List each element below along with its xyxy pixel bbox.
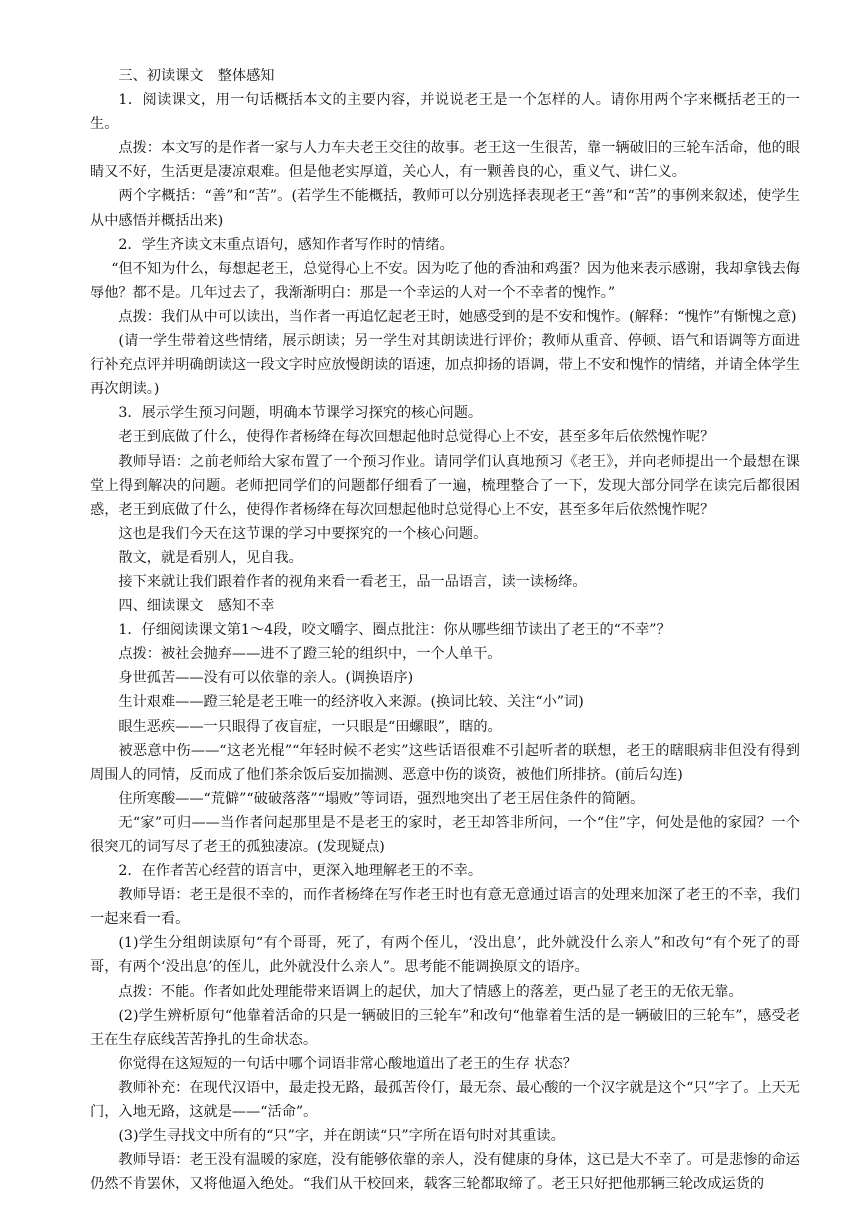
- paragraph: 2．学生齐读文末重点语句，感知作者写作时的情绪。: [118, 236, 454, 253]
- section-heading: 三、初读课文 整体感知: [118, 68, 275, 84]
- paragraph: 无“家”可归——当作者问起那里是不是老王的家时，老王却答非所问，一个“住”字，何处是他的家园？一个很突兀的词写尽了老王的孤独凄凉。(发现疑点): [90, 814, 800, 855]
- paragraph: 你觉得在这短短的一句话中哪个词语非常心酸地道出了老王的生存 状态？: [118, 1055, 577, 1072]
- paragraph: 老王到底做了什么，使得作者杨绛在每次回想起他时总觉得心上不安，甚至多年后依然愧怍呢？: [118, 429, 715, 446]
- paragraph: 两个字概括：“善”和“苦”。(若学生不能概括，教师可以分别选择表现老王“善”和“苦”的事例来叙述，使学生从中感悟并概括出来): [90, 188, 800, 229]
- paragraph: 点拨：本文写的是作者一家与人力车夫老王交往的故事。老王这一生很苦，靠一辆破旧的三轮车活命，他的眼睛又不好，生活更是凄凉艰难。但是他老实厚道，关心人，有一颗善良的心，重义气、讲仁义。: [90, 140, 800, 181]
- paragraph: 身世孤苦——没有可以依靠的亲人。(调换语序): [118, 670, 414, 687]
- paragraph: 散文，就是看别人，见自我。: [118, 549, 303, 566]
- paragraph: 眼生恶疾——一只眼得了夜盲症，一只眼是“田螺眼”，瞎的。: [118, 718, 502, 735]
- paragraph: 住所寒酸——“荒僻”“破破落落”“塌败”等词语，强烈地突出了老王居住条件的简陋。: [118, 790, 645, 807]
- paragraph: 这也是我们今天在这节课的学习中要探究的一个核心问题。: [118, 525, 488, 542]
- paragraph: 教师补充：在现代汉语中，最走投无路，最孤苦伶仃，最无奈、最心酸的一个汉字就是这个“只”字了。上天无门，入地无路，这就是——“活命”。: [90, 1079, 800, 1121]
- paragraph: (3)学生寻找文中所有的“只”字，并在朗读“只”字所在语句时对其重读。: [118, 1128, 565, 1145]
- paragraph: 教师导语：老王是很不幸的，而作者杨绛在写作老王时也有意无意通过语言的处理来加深了老王的不幸，我们一起来看一看。: [90, 887, 800, 928]
- paragraph: 接下来就让我们跟着作者的视角来看一看老王，品一品语言，读一读杨绛。: [118, 573, 587, 590]
- paragraph: 生计艰难——蹬三轮是老王唯一的经济收入来源。(换词比较、关注“小”词): [118, 694, 584, 711]
- paragraph: (请一学生带着这些情绪，展示朗读；另一学生对其朗读进行评价；教师从重音、停顿、语气和语调等方面进行补充点评并明确朗读这一段文字时应放慢朗读的语速，加点抑扬的语调，带上不安和愧怍的情绪，并请全体学生再次朗读。): [90, 333, 800, 398]
- paragraph: (1)学生分组朗读原句“有个哥哥，死了，有两个侄儿，‘没出息’，此外就没什么亲人”和改句“有个死了的哥哥，有两个‘没出息’的侄儿，此外就没什么亲人”。思考能不能调换原文的语序。: [90, 935, 800, 976]
- paragraph: 1．仔细阅读课文第1～4段，咬文嚼字、圈点批注：你从哪些细节读出了老王的“不幸”？: [118, 622, 671, 639]
- paragraph: 点拨：我们从中可以读出，当作者一再追忆起老王时，她感受到的是不安和愧怍。(解释：“愧怍”有惭愧之意): [118, 308, 797, 325]
- paragraph: 教师导语：老王没有温暖的家庭，没有能够依靠的亲人，没有健康的身体，这已是大不幸了。可是悲惨的命运仍然不肯罢休，又将他逼入绝处。“我们从干校回来，载客三轮都取缔了。老王只好把他那辆三轮改成运货的: [90, 1152, 800, 1193]
- paragraph: 被恶意中伤——“这老光棍”“年轻时候不老实”这些话语很难不引起听者的联想，老王的瞎眼病非但没有得到周围人的同情，反而成了他们茶余饭后妄加揣测、恶意中伤的谈资，被他们所排挤。(前后勾连): [90, 742, 800, 783]
- paragraph: 点拨：被社会抛弃——进不了蹬三轮的组织中，一个人单干。: [118, 646, 502, 663]
- paragraph: (2)学生辨析原句“他靠着活命的只是一辆破旧的三轮车”和改句“他靠着生活的是一辆破旧的三轮车”，感受老王在生存底线苦苦挣扎的生命状态。: [90, 1007, 800, 1048]
- paragraph: 2．在作者苦心经营的语言中，更深入地理解老王的不幸。: [118, 863, 483, 880]
- paragraph: 教师导语：之前老师给大家布置了一个预习作业。请同学们认真地预习《老王》，并向老师提出一个最想在课堂上得到解决的问题。老师把同学们的问题都仔细看了一遍，梳理整合了一下，发现大部分同学在读完后都很困惑，老王到底做了什么，使得作者杨绛在每次回想起他时总觉得心上不安，甚至多年后依然愧怍呢？: [90, 453, 800, 518]
- section-heading: 四、细读课文 感知不幸: [118, 598, 275, 615]
- paragraph: 3．展示学生预习问题，明确本节课学习探究的核心问题。: [118, 405, 483, 422]
- paragraph: 1．阅读课文，用一句话概括本文的主要内容，并说说老王是一个怎样的人。请你用两个字来概括老王的一生。: [90, 92, 800, 133]
- quote-paragraph: “但不知为什么，每想起老王，总觉得心上不安。因为吃了他的香油和鸡蛋？因为他来表示感谢，我却拿钱去侮辱他？都不是。几年过去了，我渐渐明白：那是一个幸运的人对一个不幸者的愧怍。”: [90, 260, 800, 301]
- document-body: [90, 64, 800, 1196]
- paragraph: 点拨：不能。作者如此处理能带来语调上的起伏，加大了情感上的落差，更凸显了老王的无依无靠。: [118, 983, 743, 1000]
